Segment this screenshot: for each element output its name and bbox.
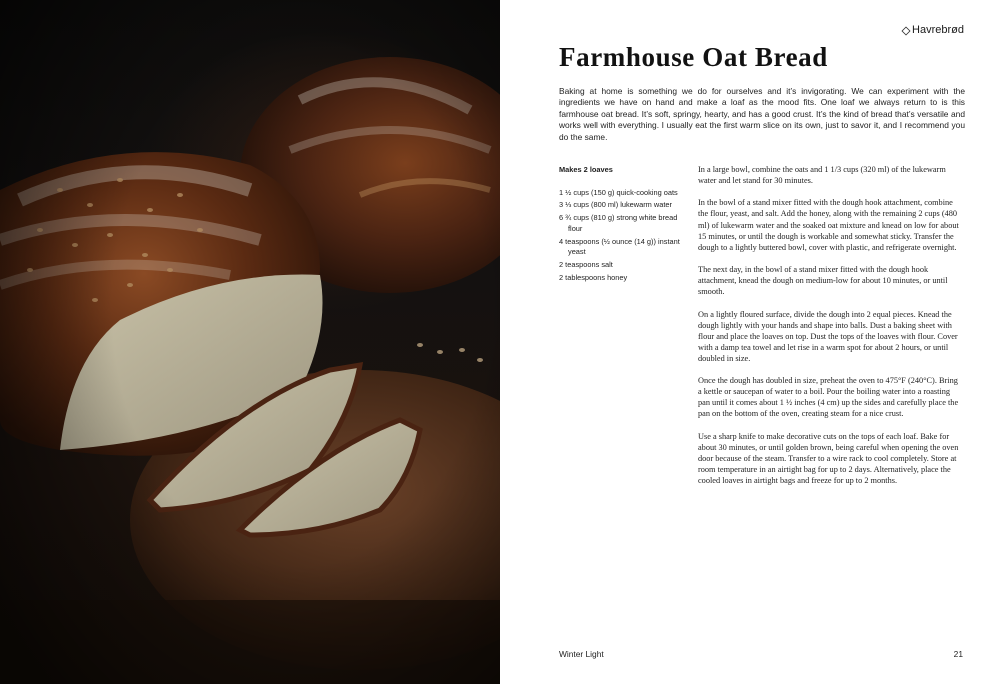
recipe-yield: Makes 2 loaves — [559, 165, 613, 174]
diamond-icon — [902, 27, 908, 33]
method-column — [698, 164, 962, 497]
ingredient-item: 4 teaspoons (½ ounce (14 g)) instant yeast — [559, 236, 680, 257]
section-tag-label: Havrebrød — [912, 24, 964, 36]
section-tag — [902, 24, 964, 36]
ingredient-item: 2 tablespoons honey — [559, 272, 628, 282]
ingredient-item: 1 ½ cups (150 g) quick-cooking oats — [559, 187, 678, 197]
method-step: In a large bowl, combine the oats and 1 1/3 cups (320 ml) of the lukewarm water and let stand for 30 minutes. — [698, 165, 946, 186]
recipe-intro: Baking at home is something we do for ourselves and it’s invigorating. We can experiment with the ingredients we have on hand and make a loaf as the mood fits. One loaf we always return to is this farmhouse oat bread. It’s soft, springy, hearty, and has a good crust. It’s the kind of bread that’s versatile and works well with everything. I usually eat the first warm slice on its own, just to savor it, and I recommend you do the same. — [559, 86, 965, 142]
page-number: 21 — [953, 649, 963, 659]
method-step: On a lightly floured surface, divide the dough into 2 equal pieces. Knead the dough lightly with your hands and shape into balls. Dust a baking sheet with flour and place the loaves on top. Dust the tops of the loaves with flour. Cover with a damp tea towel and let rise in a warm spot for about 2 hours, or until doubled in size. — [698, 309, 958, 363]
method-step: Once the dough has doubled in size, preheat the oven to 475°F (240°C). Bring a kettle or saucepan of water to a boil. Pour the boiling water into a roasting pan until it comes about 1 ½ inches (4 cm) up the sides and carefully place the pan on the bottom of the oven, creating steam for a nice crust. — [698, 376, 959, 419]
ingredient-item: 3 ⅓ cups (800 ml) lukewarm water — [559, 200, 672, 210]
recipe-page — [500, 0, 1000, 684]
method-step: In the bowl of a stand mixer fitted with the dough hook attachment, combine the flour, yeast, and salt. Add the honey, along with the remaining 2 cups (480 ml) of lukewarm water and the soaked oat mixture and knead on low for about 15 minutes, or until the dough is workable and somewhat sticky. Transfer the dough to a lightly buttered bowl, cover with plastic, and refrigerate overnight. — [698, 198, 959, 252]
recipe-title: Farmhouse Oat Bread — [559, 42, 828, 72]
method-step: The next day, in the bowl of a stand mixer fitted with the dough hook attachment, knead the dough on medium-low for about 10 minutes, or until smooth. — [698, 265, 948, 297]
ingredient-item: 6 ¾ cups (810 g) strong white bread flour — [559, 213, 678, 233]
ingredients-column — [559, 165, 689, 285]
ingredient-list — [559, 188, 689, 284]
ingredient-item: 2 teaspoons salt — [559, 259, 613, 269]
method-step: Use a sharp knife to make decorative cuts on the tops of each loaf. Bake for about 30 minutes, or until golden brown, being careful when opening the oven door because of the steam. Transfer to a wire rack to cool completely. Store at room temperature in an airtight bag for up to 2 days. Alternatively, place the cooled loaves in airtight bags and freeze for up to 2 months. — [698, 431, 959, 486]
running-footer-title: Winter Light — [559, 649, 604, 659]
